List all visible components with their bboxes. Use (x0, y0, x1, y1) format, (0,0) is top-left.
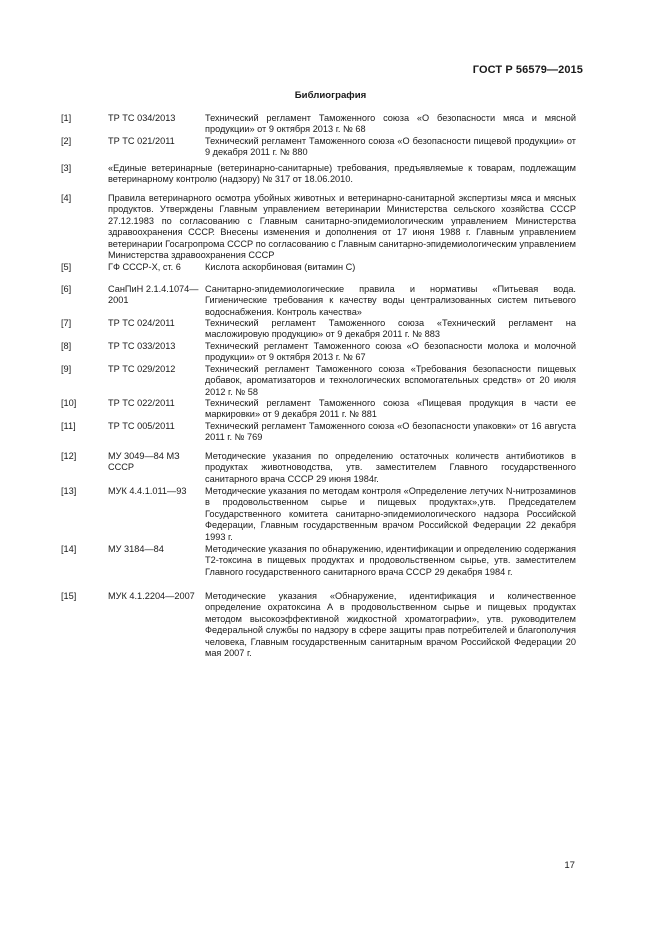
entry-code: ТР ТС 029/2012 (108, 364, 176, 374)
entry-code: ТР ТС 024/2011 (108, 318, 175, 328)
entry-text: Методические указания «Обнаружение, идентификация и количественное определение охратоксина А в продовольственном сырье и пищевых продуктах методом высокоэффективной жидкостной хроматографии», утв. руководителем Федеральной службы по надзору в сфере защиты прав потребителей и благополучия человека, Главным государственным санитарным врачом Российской Федерации 20 мая 2007 г. (205, 591, 576, 659)
entry-text: Методические указания по обнаружению, идентификации и определению содержания Т2-токсина в пищевых продуктах и продовольственном сырье, утв. заместителем Главного государственного санитарного врача СССР 29 декабря 1984 г. (205, 544, 576, 577)
entry-text: Кислота аскорбиновая (витамин С) (205, 262, 356, 272)
entry-number: [13] (61, 486, 77, 496)
entry-text: Технический регламент Таможенного союза «О безопасности упаковки» от 16 августа 2011 г. № 769 (205, 421, 576, 443)
entry-code: МУ 3184—84 (108, 544, 164, 554)
entry-code: ГФ СССР-Х, ст. 6 (108, 262, 181, 272)
entry-number: [10] (61, 398, 77, 408)
entry-number: [8] (61, 341, 72, 351)
entry-text: Санитарно-эпидемиологические правила и нормативы «Питьевая вода. Гигиенические требования к качеству воды централизованных систем питьевого водоснабжения. Контроль качества» (205, 284, 576, 317)
entry-text: Правила ветеринарного осмотра убойных животных и ветеринарно-санитарной экспертизы мяса и мясных продуктов. Утверждены Главным управлением ветеринарии Министерства сельского хозяйства СССР 27.12.1983 по согласованию с Главным санитарно-эпидемиологическим управлением Министерства здравоохранения СССР. Внесены изменения и дополнения от 17 июня 1988 г. Главным управлением ветеринарии Госагропрома СССР по согласованию с Главным санитарно-эпидемиологическим управлением Министерства здравоохранения СССР (108, 193, 576, 261)
entry-code: МУ 3049—84 МЗ СССР (108, 451, 180, 473)
entry-text: Методические указания по методам контроля «Определение летучих N-нитрозаминов в продовольственном сырье и пищевых продуктах»,утв. Председателем Государственного комитета санитарно-эпидемиологического надзора Российской Федерации, Главным государственным врачом Российской Федерации 22 декабря 1993 г. (205, 486, 576, 542)
entry-number: [9] (61, 364, 72, 374)
entry-code: МУК 4.1.2204—2007 (108, 591, 195, 601)
entry-code: ТР ТС 021/2011 (108, 136, 175, 146)
entry-code: СанПиН 2.1.4.1074—2001 (108, 284, 199, 306)
entry-code: ТР ТС 005/2011 (108, 421, 175, 431)
entry-text: «Единые ветеринарные (ветеринарно-санитарные) требования, предъявляемые к товарам, подлежащим ветеринарному контролю (надзору) № 317 от 18.06.2010. (108, 163, 576, 185)
entry-code: ТР ТС 034/2013 (108, 113, 176, 123)
entry-text: Технический регламент Таможенного союза «Требования безопасности пищевых добавок, ароматизаторов и технологических вспомогательных средств» от 20 июля 2012 г. № 58 (205, 364, 576, 397)
entry-number: [11] (61, 421, 76, 431)
entry-number: [3] (61, 163, 72, 173)
page-number: 17 (564, 860, 575, 871)
entry-number: [12] (61, 451, 77, 461)
entry-text: Технический регламент Таможенного союза «Пищевая продукция в части ее маркировки» от 9 декабря 2011 г. № 881 (205, 398, 576, 420)
entry-number: [15] (61, 591, 77, 601)
entry-text: Технический регламент Таможенного союза «Технический регламент на масложировую продукцию» от 9 декабря 2011 г. № 883 (205, 318, 576, 340)
entry-number: [1] (61, 113, 72, 123)
entry-code: ТР ТС 033/2013 (108, 341, 176, 351)
entry-text: Технический регламент Таможенного союза «О безопасности молока и молочной продукции» от 9 октября 2013 г. № 67 (205, 341, 576, 363)
entry-code: ТР ТС 022/2011 (108, 398, 175, 408)
entry-number: [6] (61, 284, 72, 294)
entry-number: [4] (61, 193, 72, 203)
entry-text: Методические указания по определению остаточных количеств антибиотиков в продуктах животноводства, утв. заместителем Главного государственного санитарного врача СССР 29 июня 1984г. (205, 451, 576, 484)
entry-number: [2] (61, 136, 72, 146)
entry-text: Технический регламент Таможенного союза «О безопасности мяса и мясной продукции» от 9 октября 2013 г. № 68 (205, 113, 576, 135)
standard-header: ГОСТ Р 56579—2015 (472, 64, 583, 76)
entry-number: [14] (61, 544, 77, 554)
bibliography-title: Библиография (294, 90, 367, 101)
entry-text: Технический регламент Таможенного союза «О безопасности пищевой продукции» от 9 декабря 2011 г. № 880 (205, 136, 576, 158)
entry-number: [5] (61, 262, 72, 272)
entry-number: [7] (61, 318, 72, 328)
entry-code: МУК 4.4.1.011—93 (108, 486, 187, 496)
